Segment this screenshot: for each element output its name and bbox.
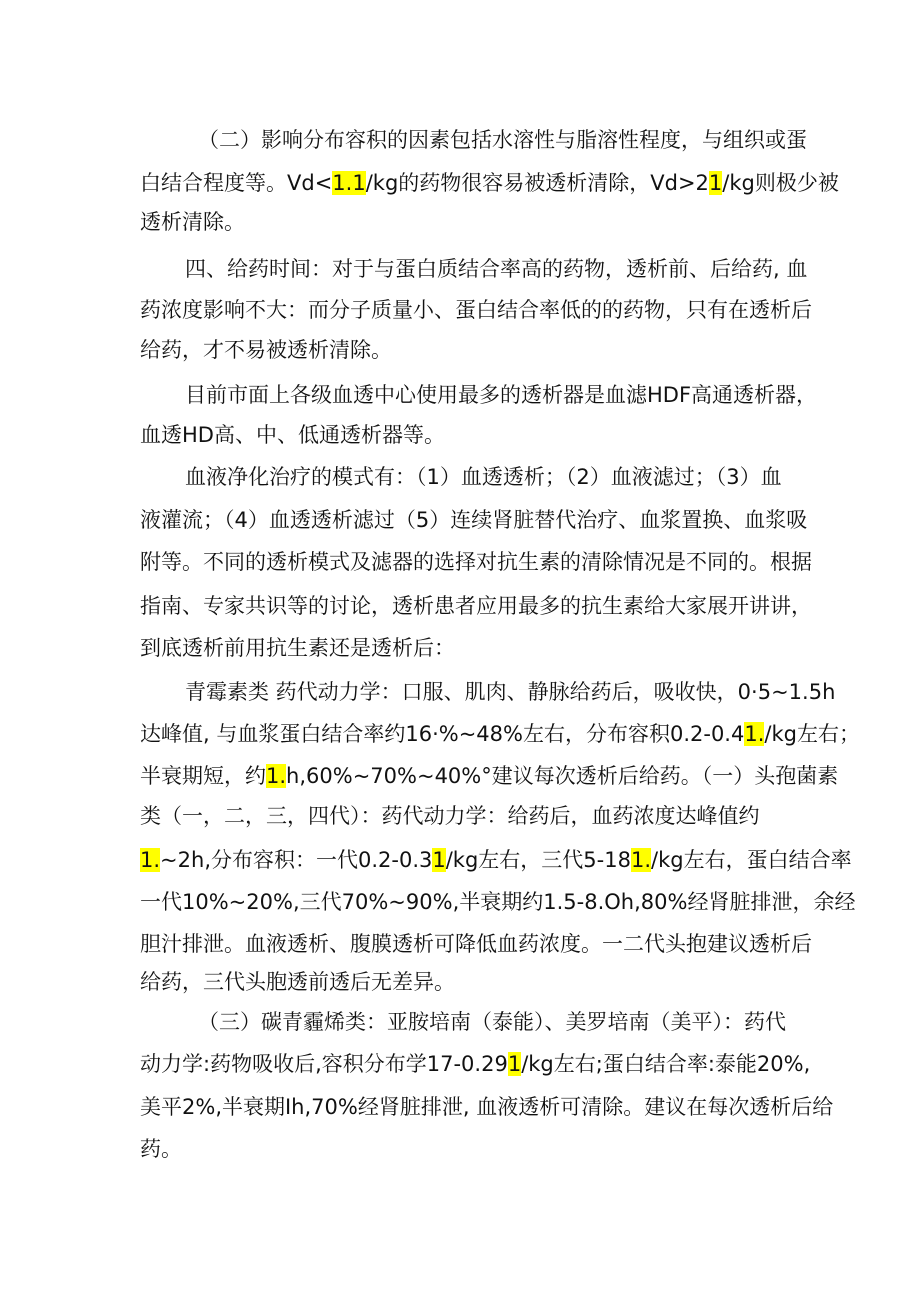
highlighted-text: 1 bbox=[507, 1052, 522, 1076]
text-segment: /kg左右，蛋白结合率 bbox=[651, 848, 852, 872]
text-segment: 半衰期短，约 bbox=[140, 764, 266, 788]
text-segment: 给药，三代头胞透前透后无差异。 bbox=[140, 970, 455, 994]
text-segment: 类（一，二，三，四代）：药代动力学：给药后，血药浓度达峰值约 bbox=[140, 804, 760, 828]
text-segment: 一代10%~20%,三代70%~90%,半衰期约1.5-8.Oh,80%经肾脏排泄，余经 bbox=[140, 890, 856, 914]
paragraph-3-line-1 bbox=[185, 381, 817, 409]
paragraph-1-line-1 bbox=[198, 126, 807, 154]
paragraph-4-line-3 bbox=[140, 548, 812, 576]
highlighted-text: 1. bbox=[744, 722, 765, 746]
paragraph-5-line-8 bbox=[140, 968, 455, 996]
paragraph-5-line-6 bbox=[140, 888, 855, 916]
text-segment: 动力学:药物吸收后,容积分布学17-0.29 bbox=[140, 1052, 508, 1076]
paragraph-5-line-4 bbox=[140, 802, 760, 830]
text-segment: 美平2%,半衰期Ih,70%经肾脏排泄, 血液透析可清除。建议在每次透析后给 bbox=[140, 1095, 834, 1119]
paragraph-6-line-4 bbox=[140, 1135, 182, 1163]
text-segment: /kg左右，三代5-18 bbox=[445, 848, 631, 872]
text-segment: 血透HD高、中、低通透析器等。 bbox=[140, 423, 445, 447]
paragraph-4-line-5 bbox=[140, 634, 455, 662]
paragraph-2-line-3 bbox=[140, 336, 392, 364]
highlighted-text: 1. bbox=[630, 848, 652, 872]
text-segment: /kg则极少被 bbox=[722, 171, 839, 195]
text-segment: 青霉素类 药代动力学：口服、肌肉、静脉给药后，吸收快，0·5~1.5h bbox=[185, 680, 836, 704]
text-segment: 给药，才不易被透析清除。 bbox=[140, 338, 392, 362]
text-segment: （二）影响分布容积的因素包括水溶性与脂溶性程度，与组织或蛋 bbox=[198, 128, 807, 152]
text-segment: 药浓度影响不大：而分子质量小、蛋白结合率低的的药物，只有在透析后 bbox=[140, 298, 812, 322]
paragraph-5-line-3 bbox=[140, 762, 838, 790]
text-segment: 到底透析前用抗生素还是透析后： bbox=[140, 636, 455, 660]
paragraph-5-line-7 bbox=[140, 930, 812, 958]
text-segment: 液灌流；（4）血透透析滤过（5）连续肾脏替代治疗、血浆置换、血浆吸 bbox=[140, 508, 808, 532]
text-segment: 血液净化治疗的模式有：（1）血透透析；（2）血液滤过；（3）血 bbox=[185, 465, 782, 489]
paragraph-4-line-4 bbox=[140, 592, 812, 620]
text-segment: 胆汁排泄。血液透析、腹膜透析可降低血药浓度。一二代头抱建议透析后 bbox=[140, 932, 812, 956]
paragraph-6-line-1 bbox=[198, 1008, 786, 1036]
highlighted-text: 1 bbox=[708, 171, 723, 195]
text-segment: /kg左右； bbox=[764, 722, 860, 746]
paragraph-1-line-2 bbox=[140, 169, 839, 197]
paragraph-1-line-3 bbox=[140, 208, 245, 236]
text-segment: 四、给药时间：对于与蛋白质结合率高的药物，透析前、后给药, 血 bbox=[185, 257, 808, 281]
text-segment: /kg左右;蛋白结合率:泰能20%, bbox=[521, 1052, 811, 1076]
text-segment: ~2h,分布容积：一代0.2-0.3 bbox=[160, 848, 433, 872]
highlighted-text: 1.1 bbox=[332, 171, 366, 195]
paragraph-4-line-2 bbox=[140, 506, 807, 534]
text-segment: /kg的药物很容易被透析清除，Vd>2 bbox=[365, 171, 709, 195]
text-segment: 指南、专家共识等的讨论，透析患者应用最多的抗生素给大家展开讲讲， bbox=[140, 594, 812, 618]
paragraph-3-line-2 bbox=[140, 421, 445, 449]
text-segment: 透析清除。 bbox=[140, 210, 245, 234]
paragraph-2-line-2 bbox=[140, 296, 812, 324]
paragraph-4-line-1 bbox=[185, 463, 782, 491]
paragraph-6-line-3 bbox=[140, 1093, 833, 1121]
highlighted-text: 1. bbox=[266, 764, 287, 788]
text-segment: （三）碳青霾烯类：亚胺培南（泰能）、美罗培南（美平）：药代 bbox=[198, 1010, 786, 1034]
text-segment: h,60%~70%~40%°建议每次透析后给药。（一）头孢菌素 bbox=[286, 764, 839, 788]
text-segment: 白结合程度等。Vd< bbox=[140, 171, 333, 195]
paragraph-6-line-2 bbox=[140, 1050, 810, 1078]
highlighted-text: 1. bbox=[140, 848, 161, 872]
paragraph-2-line-1 bbox=[185, 255, 807, 283]
paragraph-5-line-5 bbox=[140, 846, 852, 874]
paragraph-5-line-1 bbox=[185, 678, 835, 706]
text-segment: 附等。不同的透析模式及滤器的选择对抗生素的清除情况是不同的。根据 bbox=[140, 550, 812, 574]
text-segment: 药。 bbox=[140, 1137, 182, 1161]
paragraph-5-line-2 bbox=[140, 720, 860, 748]
text-segment: 达峰值, 与血浆蛋白结合率约16·%~48%左右，分布容积0.2-0.4 bbox=[140, 722, 745, 746]
text-segment: 目前市面上各级血透中心使用最多的透析器是血滤HDF高通透析器， bbox=[185, 383, 818, 407]
highlighted-text: 1 bbox=[432, 848, 446, 872]
